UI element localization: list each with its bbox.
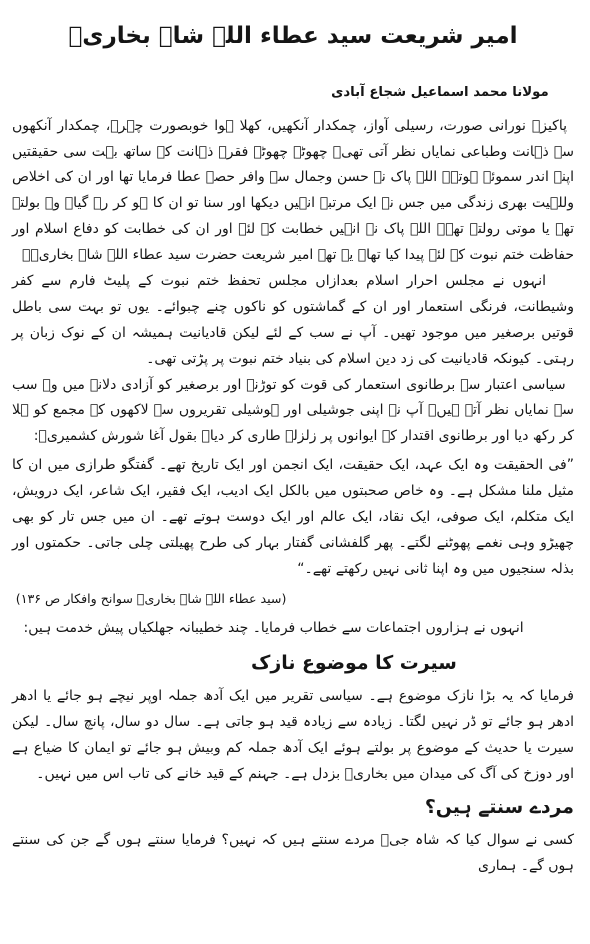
section-body-seerat: فرمایا کہ یہ بڑا نازک موضوع ہے۔ سیاسی تقریر میں ایک آدھ جملہ اوپر نیچے ہو جائے یا ادھر ادھر ہو جائے تو ڈر نہیں لگتا۔ زیادہ سے زیادہ قید ہو جاتی ہے۔ سال دو سال، پانچ سال۔ لیکن سیرت یا حدیث کے موضوع پر بولتے ہوئے ایک آدھ جملہ کم وبیش ہو جائے تو ایمان کا ضیاع ہے اور دوزخ کی آگ کی میدان میں بخاریؒ بزدل ہے۔ جہنم کے قید خانے کی تاب اس میں نہیں۔ (12, 688, 574, 783)
section-body-murday: کسی نے سوال کیا کہ شاہ جیؒ مردے سنتے ہیں کہ نہیں؟ فرمایا سنتے ہوں گے جن کی سنتے ہوں گے۔ ہماری (12, 831, 574, 874)
section-heading-seerat: سیرت کا موضوع نازک (251, 652, 457, 675)
lead-in-text: انہوں نے ہزاروں اجتماعات سے خطاب فرمایا۔ چند خطیبانہ جھلکیاں پیش خدمت ہیں: (23, 619, 524, 636)
body-paragraph-3: سیاسی اعتبار سے برطانوی استعمار کی قوت کو توڑنے اور برصغیر کو آزادی دلانے میں وہ سب سے نمایاں نظر آتے ہیں۔ آپ نے اپنی جوشیلی اور ہوشیلی تقریروں سے لاکھوں کے مجمع کو ہلا کر رکھ دیا اور برطانوی اقتدار کے ایوانوں پر زلزلہ طاری کر دیا۔ بقول آغا شورش کشمیریؒ: (12, 376, 574, 445)
quote-citation: (سید عطاء اللہ شاہ بخاریؒ سوانح وافکار ص ۱۳۶) (15, 590, 287, 606)
section-murday (12, 793, 574, 880)
quotation-text: ”فی الحقیقت وہ ایک عہد، ایک حقیقت، ایک انجمن اور ایک تاریخ تھے۔ گفتگو طرازی میں ان کا مثیل ملنا مشکل ہے۔ وہ خاص صحبتوں میں بالکل ایک ادیب، ایک فقیر، ایک شاعر، ایک درویش، ایک متکلم، ایک صوفی، ایک نقاد، ایک عالم اور ایک دوست ہوتے تھے۔ ان میں جس تار کو بھی چھیڑو وہی نغمے پھوٹنے لگتے۔ پھر گلفشانی گفتار بہار کی طرح پھیلتی چلی جاتی۔ حکمتوں اور بذلہ سنجیوں میں وہ اپنا ثانی نہیں رکھتے تھے۔“ (12, 457, 574, 577)
article-title: امیر شریعت سید عطاء اللہ شاہ بخاریؒ (68, 23, 518, 50)
section-heading-murday: مردے سنتے ہیں؟ (424, 795, 574, 818)
body-paragraph-1: پاکیزہ نورانی صورت، رسیلی آواز، چمکدار آنکھیں، کھلا ہوا خوبصورت چہرہ، چمکدار آنکھوں سے ذہانت وطباعی نمایاں نظر آتی تھی۔ چھوٹے چھوٹے فقرے ذہانت کے ساتھ بہت سی حقیقتیں اپنے اندر سموئے ہوتے۔ اللہ پاک نے حسن وجمال سے وافر حصہ عطا فرمایا تھا اور ان کی اخلاص وللہیت بھری زندگی میں جس نے ایک مرتبہ انہیں دیکھا اور سنا تو ان کا ہو کر رہ گیا۔ وہ بولتے تھے یا موتی رولتے تھے۔ اللہ پاک نے انہیں خطابت کے لئے اور ان کی خطابت کو دفاع اسلام اور حفاظت ختم نبوت کے لئے پیدا کیا تھا۔ یہ تھے امیر شریعت حضرت سید عطاء اللہ شاہ بخاریؒ۔ (12, 117, 574, 264)
body-paragraph-2: انہوں نے مجلس احرار اسلام بعدازاں مجلس تحفظ ختم نبوت کے پلیٹ فارم سے کفر وشیطانت، فرنگی استعمار اور ان کے گماشتوں کو ناکوں چنے چبوائے۔ یوں تو بہت سی باطل قوتیں برصغیر میں موجود تھیں۔ آپ نے سب کے لئے لیکن قادیانیت ہمیشہ ان کے نوک زبان پر رہتی۔ کیونکہ قادیانیت کی زد دین اسلام کی بنیاد ختم نبوت پر پڑتی تھی۔ (12, 273, 574, 367)
section-seerat (12, 649, 574, 788)
author-name: مولانا محمد اسماعیل شجاع آبادی (331, 85, 549, 101)
